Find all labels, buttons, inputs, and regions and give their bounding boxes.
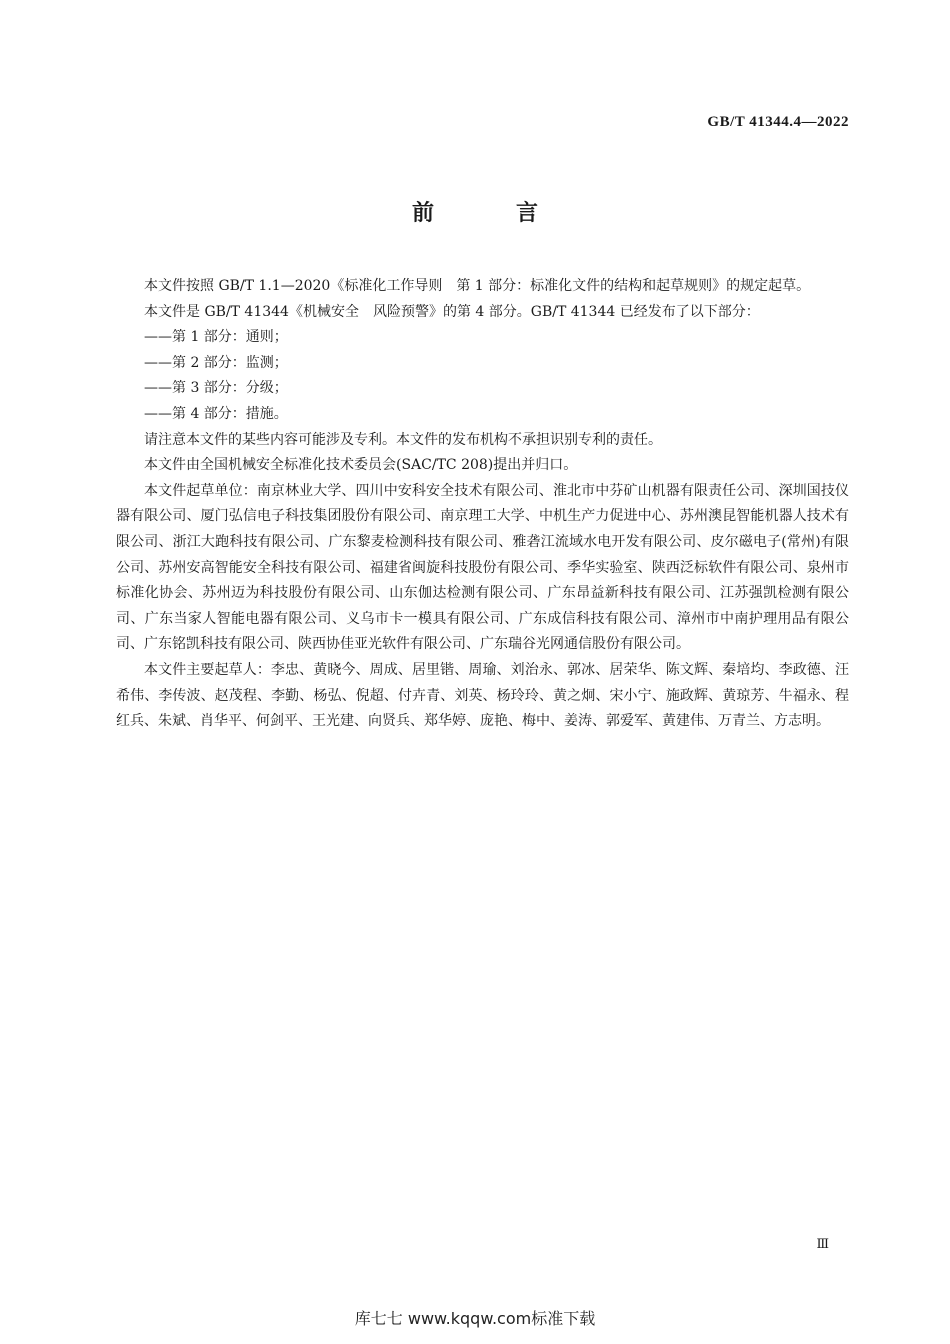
list-item-part-1: ——第 1 部分：通则； [144, 329, 288, 346]
list-item-part-4: ——第 4 部分：措施。 [144, 405, 288, 422]
paragraph-drafting-units: 本文件起草单位：南京林业大学、四川中安科安全技术有限公司、淮北市中芬矿山机器有限责任公司、深圳国技仪器有限公司、厦门弘信电子科技集团股份有限公司、南京理工大学、中机生产力促进中心、苏州澳昆智能机器人技术有限公司、浙江大跑科技有限公司、广东黎麦检测科技有限公司、雅砻江流域水电开发有限公司、皮尔磁电子(常州)有限公司、苏州安高智能安全科技有限公司、福建省闽旋科技股份有限公司、季华实验室、陕西泛标软件有限公司、泉州市标准化协会、苏州迈为科技股份有限公司、山东伽达检测有限公司、广东昂益新科技有限公司、江苏强凯检测有限公司、广东当家人智能电器有限公司、义乌市卡一模具有限公司、广东成信科技有限公司、漳州市中南护理用品有限公司、广东铭凯科技有限公司、陕西协佳亚光软件有限公司、广东瑞谷光网通信股份有限公司。 [116, 482, 849, 653]
page-number: Ⅲ [816, 1236, 829, 1251]
page-title: 前 言 [411, 201, 568, 226]
paragraph-drafting-rules: 本文件按照 GB/T 1.1—2020《标准化工作导则 第 1 部分：标准化文件的结构和起草规则》的规定起草。 [144, 278, 811, 294]
document-body [116, 274, 849, 735]
paragraph-patent-notice: 请注意本文件的某些内容可能涉及专利。本文件的发布机构不承担识别专利的责任。 [144, 431, 662, 448]
standard-code: GB/T 41344.4—2022 [707, 114, 849, 130]
paragraph-drafters: 本文件主要起草人：李忠、黄晓今、周成、居里锴、周瑜、刘治永、郭冰、居荣华、陈文辉、秦培均、李政德、汪希伟、李传波、赵茂程、李勤、杨弘、倪超、付卉青、刘英、杨玲玲、黄之炯、宋小宁、施政辉、黄琼芳、牛福永、程红兵、朱斌、肖华平、何剑平、王光建、向贤兵、郑华婷、庞艳、梅中、姜涛、郭爱军、黄建伟、万青兰、方志明。 [116, 661, 849, 730]
footer-watermark-link[interactable]: 库七七 www.kqqw.com标准下载 [354, 1309, 596, 1328]
list-item-part-2: ——第 2 部分：监测； [144, 354, 288, 371]
paragraph-series-parts: 本文件是 GB/T 41344《机械安全 风险预警》的第 4 部分。GB/T 41344 已经发布了以下部分： [144, 303, 760, 320]
list-item-part-3: ——第 3 部分：分级； [144, 380, 288, 397]
paragraph-committee: 本文件由全国机械安全标准化技术委员会(SAC/TC 208)提出并归口。 [144, 457, 578, 474]
